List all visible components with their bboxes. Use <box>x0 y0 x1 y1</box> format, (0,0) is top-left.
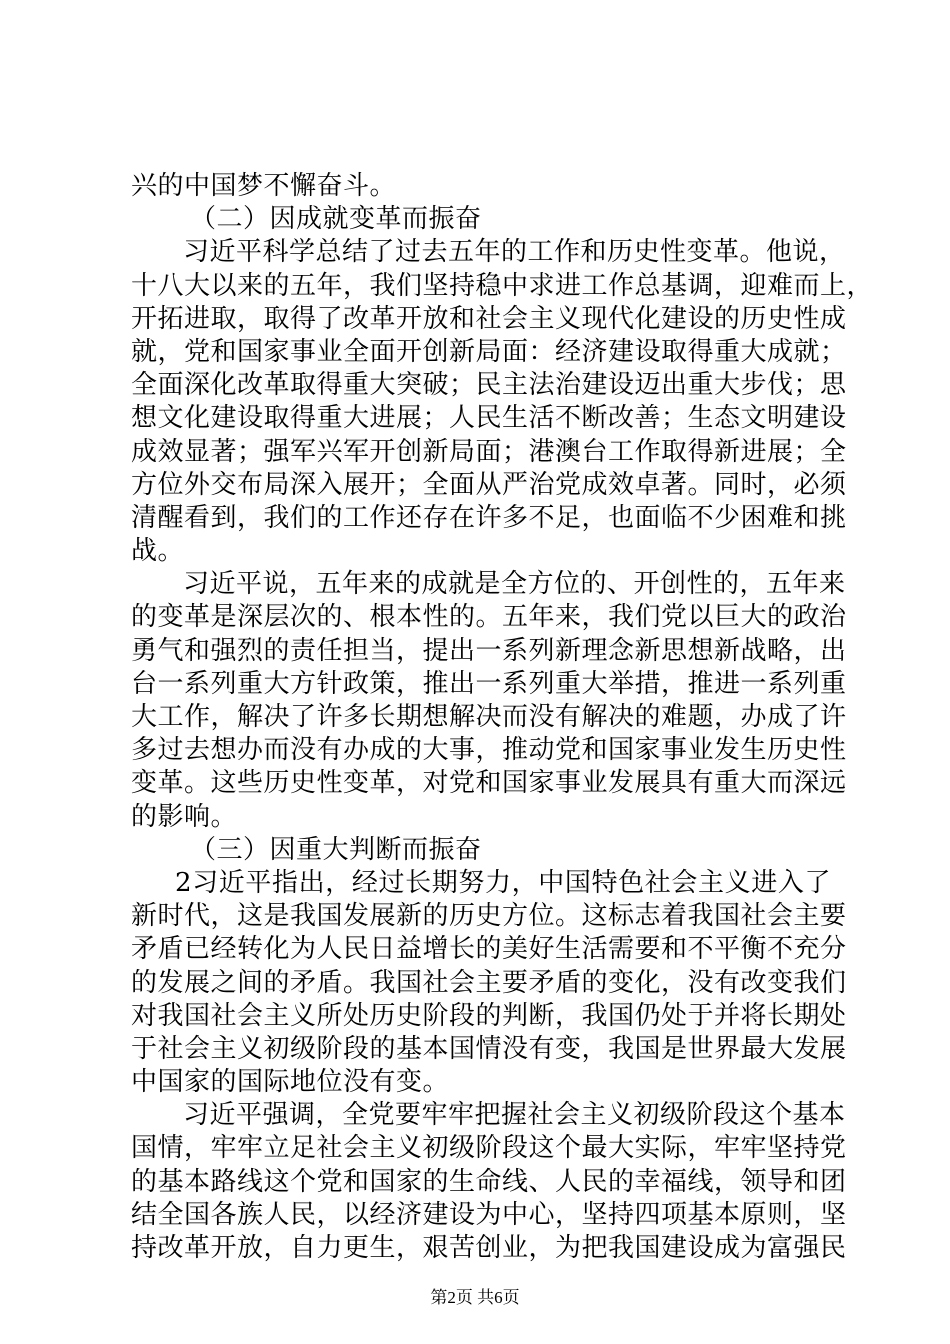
text-line: 的变革是深层次的、根本性的。五年来，我们党以巨大的政治 <box>131 602 847 633</box>
text-line: 矛盾已经转化为人民日益增长的美好生活需要和不平衡不充分 <box>131 934 847 965</box>
text-line: 十八大以来的五年，我们坚持稳中求进工作总基调，迎难而上， <box>131 270 874 301</box>
text-line: 清醒看到，我们的工作还存在许多不足，也面临不少困难和挑 <box>131 502 847 533</box>
text-line: 兴的中国梦不懈奋斗。 <box>131 171 397 201</box>
text-line: 对我国社会主义所处历史阶段的判断，我国仍处于并将长期处 <box>131 1000 847 1031</box>
text-line: 台一系列重大方针政策，推出一系列重大举措，推进一系列重 <box>131 668 847 699</box>
text-line: 国情，牢牢立足社会主义初级阶段这个最大实际，牢牢坚持党 <box>131 1133 847 1164</box>
paragraph-first-line: 2习近平指出，经过长期努力，中国特色社会主义进入了 <box>175 867 831 898</box>
text-line: 变革。这些历史性变革，对党和国家事业发展具有重大而深远 <box>131 768 847 799</box>
paragraph-first-line: 习近平说，五年来的成就是全方位的、开创性的，五年来 <box>183 569 846 600</box>
text-line: 的影响。 <box>131 801 238 832</box>
text-line: 战。 <box>131 536 185 567</box>
section-heading: （三）因重大判断而振奋 <box>190 834 482 865</box>
text-line: 想文化建设取得重大进展；人民生活不断改善；生态文明建设 <box>131 403 847 434</box>
text-line: 结全国各族人民，以经济建设为中心，坚持四项基本原则，坚 <box>131 1199 847 1230</box>
text-line: 的基本路线这个党和国家的生命线、人民的幸福线，领导和团 <box>131 1166 847 1197</box>
text-line: 新时代，这是我国发展新的历史方位。这标志着我国社会主要 <box>131 901 847 932</box>
text-line: 于社会主义初级阶段的基本国情没有变，我国是世界最大发展 <box>131 1033 847 1064</box>
text-line: 就，党和国家事业全面开创新局面：经济建设取得重大成就； <box>131 336 847 367</box>
text-line: 的发展之间的矛盾。我国社会主要矛盾的变化，没有改变我们 <box>131 967 847 998</box>
text-line: 勇气和强烈的责任担当，提出一系列新理念新思想新战略，出 <box>131 635 847 666</box>
section-heading: （二）因成就变革而振奋 <box>190 204 482 235</box>
text-line: 方位外交布局深入展开；全面从严治党成效卓著。同时，必须 <box>131 469 847 500</box>
text-line: 成效显著；强军兴军开创新局面；港澳台工作取得新进展；全 <box>131 436 847 467</box>
text-line: 大工作，解决了许多长期想解决而没有解决的难题，办成了许 <box>131 702 847 732</box>
text-line: 持改革开放，自力更生，艰苦创业，为把我国建设成为富强民 <box>131 1233 847 1263</box>
page-number-footer: 第2页 共6页 <box>430 1288 520 1307</box>
text-line: 中国家的国际地位没有变。 <box>131 1067 450 1098</box>
text-line: 开拓进取，取得了改革开放和社会主义现代化建设的历史性成 <box>131 303 847 334</box>
text-line: 多过去想办而没有办成的大事，推动党和国家事业发生历史性 <box>131 735 847 766</box>
text-line: 全面深化改革取得重大突破；民主法治建设迈出重大步伐；思 <box>131 370 847 401</box>
document-body <box>131 170 874 1265</box>
paragraph-first-line: 习近平强调，全党要牢牢把握社会主义初级阶段这个基本 <box>183 1100 846 1131</box>
paragraph-first-line: 习近平科学总结了过去五年的工作和历史性变革。他说， <box>183 237 846 268</box>
